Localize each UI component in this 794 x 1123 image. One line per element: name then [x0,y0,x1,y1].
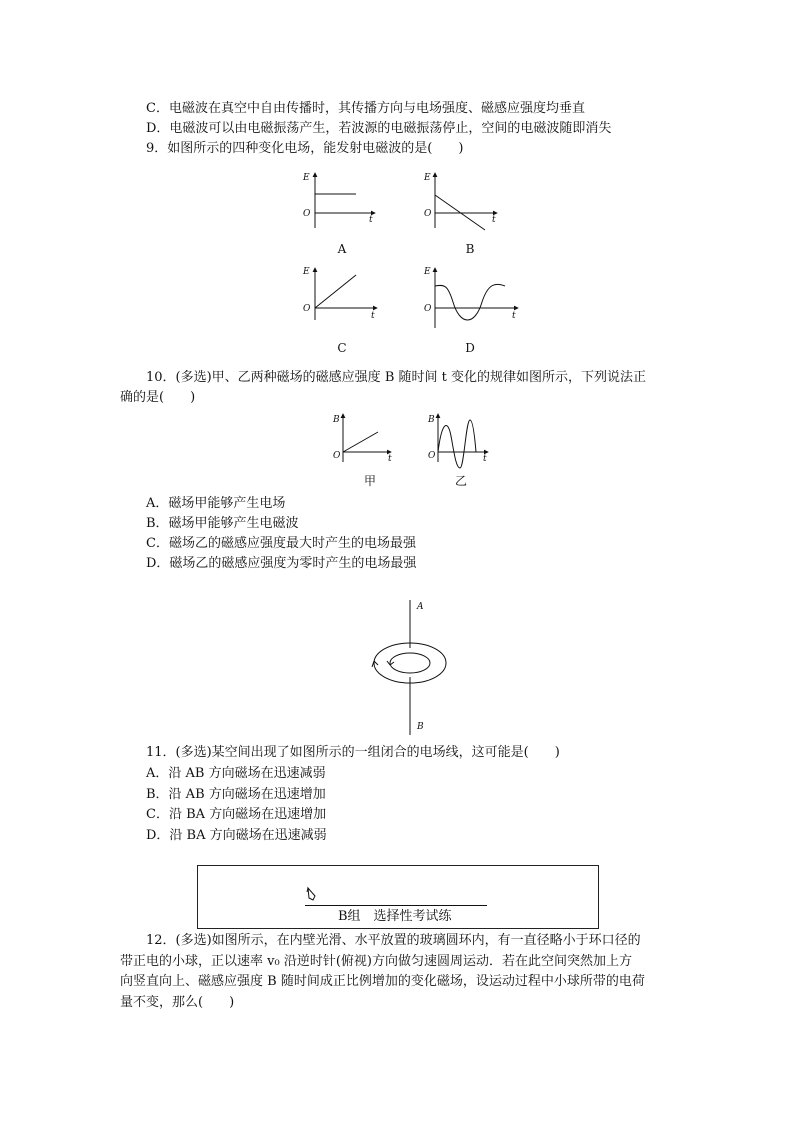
figure-11 [365,595,455,740]
graph-a [302,173,375,228]
graph-jia [332,414,392,464]
axis-t-label: t [512,311,516,321]
origin-label: O [303,304,311,314]
figure-9 [290,168,530,328]
option-a-q11: A．沿 AB 方向磁场在迅速减弱 [146,766,326,781]
origin-label: O [424,209,432,219]
option-c-q10: C．磁场乙的磁感应强度最大时产生的电场最强 [146,536,416,551]
caption-a: A [337,242,347,256]
section-b-rule [305,905,487,906]
option-b-q11: B．沿 AB 方向磁场在迅速增加 [146,787,326,802]
graph-c [302,267,377,321]
caption-yi: 乙 [454,474,467,488]
question-9: 9．如图所示的四种变化电场，能发射电磁波的是( ) [146,141,464,156]
question-12-line2: 带正电的小球，正以速率 v₀ 沿逆时针(俯视)方向做匀速圆周运动．若在此空间突然加上方 [120,954,632,969]
caption-b: B [465,242,475,256]
caption-d: D [465,341,475,355]
question-11: 11．(多选)某空间出现了如图所示的一组闭合的电场线，这可能是( ) [146,745,560,760]
label-a: A [417,602,424,612]
question-12-line4: 量不变，那么( ) [120,995,235,1010]
option-b-q10: B．磁场甲能够产生电磁波 [146,516,299,531]
caption-jia: 甲 [363,474,376,488]
axis-t-label: t [388,454,392,464]
origin-label: O [424,304,432,314]
axis-e-label: E [303,267,310,277]
axis-e-label: E [424,173,431,183]
section-b-title: B组 选择性考试练 [338,909,452,924]
axis-e-label: E [303,173,310,183]
label-b: B [417,722,424,732]
question-12-line1: 12．(多选)如图所示，在内壁光滑、水平放置的玻璃圆环内，有一直径略小于环口径的 [146,933,641,948]
section-b-box [197,865,599,929]
pencil-icon [305,886,319,904]
question-12-line3: 向竖直向上、磁感应强度 B 随时间成正比例增加的变化磁场，设运动过程中小球所带的电荷 [120,974,645,989]
axis-t-label: t [369,215,373,225]
origin-label: O [333,451,341,461]
question-10-line1: 10．(多选)甲、乙两种磁场的磁感应强度 B 随时间 t 变化的规律如图所示，下列说法正 [146,370,646,385]
origin-label: O [428,451,436,461]
axis-e-label: E [424,267,431,277]
axis-t-label: t [492,215,496,225]
graph-yi [427,414,488,468]
option-c-q8: C．电磁波在真空中自由传播时，其传播方向与电场强度、磁感应强度均垂直 [146,101,585,116]
axis-b-label: B [428,415,435,425]
origin-label: O [303,209,311,219]
caption-c: C [337,341,347,355]
graph-d [423,267,518,328]
option-d-q10: D．磁场乙的磁感应强度为零时产生的电场最强 [146,556,417,571]
option-d-q8: D．电磁波可以由电磁振荡产生，若波源的电磁振荡停止，空间的电磁波随即消失 [146,121,612,136]
option-a-q10: A．磁场甲能够产生电场 [146,496,286,511]
option-c-q11: C．沿 BA 方向磁场在迅速增加 [146,807,327,822]
question-10-line2: 确的是( ) [120,390,196,405]
axis-b-label: B [333,415,340,425]
axis-t-label: t [483,454,487,464]
graph-b [423,173,497,230]
axis-t-label: t [371,311,375,321]
option-d-q11: D．沿 BA 方向磁场在迅速减弱 [146,828,327,843]
figure-10 [328,410,498,470]
